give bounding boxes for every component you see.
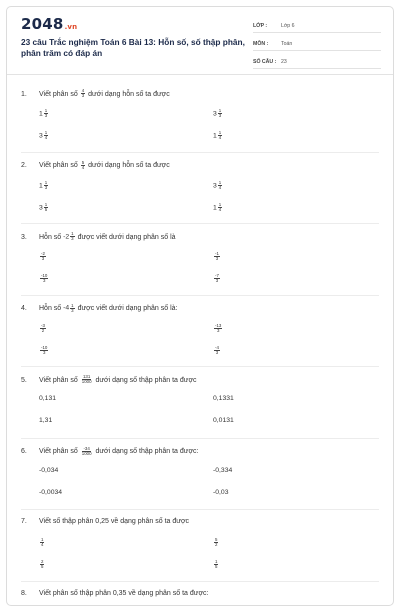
whole-part: 1 (39, 110, 43, 117)
answer-option[interactable] (213, 181, 223, 191)
page-header (7, 7, 393, 73)
question-number: 3. (21, 234, 39, 241)
answer-option[interactable] (213, 324, 223, 334)
denominator: 3 (42, 279, 46, 283)
numerator: -13 (214, 324, 222, 329)
denominator: 3 (41, 257, 45, 261)
text-segment: 0,131 (39, 395, 56, 402)
denominator: 3 (44, 114, 48, 118)
question-text (39, 234, 176, 241)
question-item (21, 510, 379, 582)
text-segment: -0,03 (213, 489, 229, 496)
denominator: 3 (215, 257, 219, 261)
fraction (44, 203, 48, 213)
denominator: 5 (44, 208, 48, 212)
question-text (39, 448, 198, 455)
whole-part: -4 (63, 305, 69, 312)
question-number: 5. (21, 377, 39, 384)
denominator: 3 (215, 351, 219, 355)
whole-part: 3 (39, 132, 43, 139)
quiz-meta (253, 19, 381, 73)
answer-option[interactable] (213, 131, 223, 141)
numerator: 1 (44, 181, 48, 186)
answer-option[interactable] (213, 109, 223, 119)
denominator: 3 (216, 329, 220, 333)
text-segment: Viết phân số (39, 162, 80, 169)
numerator: 5 (81, 161, 85, 166)
numerator: 1 (70, 232, 74, 237)
question-item (21, 296, 379, 368)
denominator: 3 (44, 186, 48, 190)
answer-option[interactable] (213, 417, 234, 424)
fraction (81, 375, 93, 385)
quiz-page (6, 6, 394, 606)
text-segment: Hỗn số (39, 234, 63, 241)
question-stem (21, 89, 170, 99)
question-text (39, 162, 170, 169)
text-segment: được viết dưới dạng phân số là: (76, 305, 178, 312)
header-divider (7, 74, 393, 75)
numerator: 1 (44, 131, 48, 136)
denominator: 3 (218, 114, 222, 118)
question-text (39, 518, 189, 525)
question-text (39, 590, 209, 597)
denominator: 2 (41, 329, 45, 333)
answer-option[interactable] (39, 109, 49, 119)
numerator: -10 (40, 346, 48, 351)
text-segment: Hỗn số (39, 305, 63, 312)
numerator: 131 (82, 375, 91, 380)
answer-option[interactable] (213, 467, 232, 474)
answer-option[interactable] (213, 395, 234, 402)
fraction (218, 109, 222, 119)
denominator: 1000 (81, 380, 93, 384)
whole-part: 1 (39, 182, 43, 189)
fraction (44, 109, 48, 119)
answer-option[interactable] (39, 274, 49, 284)
meta-key: MÔN : (253, 41, 281, 47)
fraction (70, 304, 74, 314)
question-number: 1. (21, 91, 39, 98)
question-stem (21, 518, 189, 525)
numerator: -4 (214, 346, 220, 351)
question-stem (21, 375, 197, 385)
denominator: 4 (40, 543, 44, 547)
question-text (39, 377, 197, 384)
question-stem (21, 232, 176, 242)
answer-option[interactable] (213, 560, 219, 570)
denominator: 5 (40, 565, 44, 569)
question-number: 4. (21, 305, 39, 312)
numerator: 1 (218, 109, 222, 114)
text-segment: -0,334 (213, 467, 232, 474)
text-segment: Viết số thập phân 0,25 về dạng phân số ta được (39, 518, 189, 525)
whole-part: 3 (213, 110, 217, 117)
answer-option[interactable] (213, 274, 221, 284)
fraction (218, 181, 222, 191)
fraction (214, 252, 220, 262)
denominator: 5 (214, 565, 218, 569)
whole-part: 1 (213, 204, 217, 211)
text-segment: dưới dạng số thập phân ta được: (94, 448, 199, 455)
numerator: -34 (82, 447, 90, 452)
question-text (39, 91, 170, 98)
denominator: 1000 (81, 452, 93, 456)
whole-part: 1 (213, 132, 217, 139)
denominator: 4 (218, 186, 222, 190)
fraction (81, 161, 85, 171)
denominator: 3 (215, 279, 219, 283)
answer-option[interactable] (39, 467, 58, 474)
question-item (21, 224, 379, 296)
fraction (44, 181, 48, 191)
meta-row-count (253, 55, 381, 69)
fraction (81, 89, 85, 99)
numerator: 1 (218, 203, 222, 208)
text-segment: -0,034 (39, 467, 58, 474)
fraction (214, 324, 222, 334)
answer-option[interactable] (39, 560, 45, 570)
question-item (21, 81, 379, 153)
logo-text: 2048 (21, 15, 64, 33)
text-segment: 1,31 (39, 417, 52, 424)
fraction (44, 131, 48, 141)
meta-key: LỚP : (253, 23, 281, 29)
text-segment: Viết phân số thập phân 0,35 về dạng phân số ta được: (39, 590, 209, 597)
question-item (21, 367, 379, 439)
answer-option[interactable] (39, 252, 47, 262)
text-segment: 0,0131 (213, 417, 234, 424)
fraction (214, 346, 220, 356)
numerator: 1 (214, 560, 218, 565)
meta-row-grade (253, 19, 381, 33)
question-item (21, 439, 379, 511)
numerator: -10 (40, 274, 48, 279)
numerator: 4 (81, 89, 85, 94)
denominator: 3 (70, 309, 74, 313)
text-segment: dưới dạng số thập phân ta được (94, 377, 197, 384)
text-segment: -0,0034 (39, 489, 62, 496)
fraction (70, 232, 74, 242)
text-segment: Viết phân số (39, 91, 80, 98)
text-segment: Viết phân số (39, 448, 80, 455)
numerator: 5 (214, 538, 218, 543)
fraction (40, 324, 46, 334)
whole-part: -2 (63, 233, 69, 240)
fraction (40, 560, 44, 570)
numerator: 1 (218, 181, 222, 186)
fraction (40, 252, 46, 262)
fraction (214, 274, 220, 284)
question-stem (21, 304, 177, 314)
whole-part: 3 (213, 182, 217, 189)
numerator: 1 (44, 203, 48, 208)
question-stem (21, 447, 198, 457)
denominator: 2 (214, 543, 218, 547)
denominator: 4 (218, 208, 222, 212)
denominator: 3 (70, 237, 74, 241)
page-title: 23 câu Trắc nghiệm Toán 6 Bài 13: Hỗn số, số thập phân, phân trăm có đáp án (21, 37, 249, 58)
denominator: 4 (81, 166, 85, 170)
text-segment: Viết phân số (39, 377, 80, 384)
question-item (21, 582, 379, 606)
meta-value: Toán (281, 41, 292, 47)
text-segment: dưới dạng hỗn số ta được (86, 162, 170, 169)
numerator: 1 (44, 109, 48, 114)
numerator: 1 (70, 304, 74, 309)
fraction (214, 560, 218, 570)
answer-option[interactable] (213, 203, 223, 213)
denominator: 3 (81, 94, 85, 98)
question-number: 8. (21, 590, 39, 597)
answer-option[interactable] (39, 538, 45, 548)
answer-option[interactable] (39, 489, 62, 496)
text-segment: dưới dạng hỗn số ta được (86, 91, 170, 98)
fraction (40, 538, 44, 548)
whole-part: 3 (39, 204, 43, 211)
text-segment: 0,1331 (213, 395, 234, 402)
question-item (21, 153, 379, 225)
numerator: 1 (218, 131, 222, 136)
fraction (81, 447, 93, 457)
answer-option[interactable] (213, 489, 229, 496)
answer-option[interactable] (39, 131, 49, 141)
answer-option[interactable] (39, 346, 49, 356)
denominator: 4 (218, 136, 222, 140)
numerator: 2 (40, 560, 44, 565)
question-number: 6. (21, 448, 39, 455)
answer-option[interactable] (39, 395, 56, 402)
numerator: -3 (40, 324, 46, 329)
answer-option[interactable] (213, 346, 221, 356)
denominator: 3 (42, 351, 46, 355)
fraction (214, 538, 218, 548)
meta-row-subject (253, 37, 381, 51)
fraction (40, 274, 48, 284)
question-text (39, 305, 177, 312)
denominator: 4 (44, 136, 48, 140)
answer-option[interactable] (39, 324, 47, 334)
fraction (218, 203, 222, 213)
numerator: -7 (214, 274, 220, 279)
answer-option[interactable] (213, 538, 219, 548)
question-number: 7. (21, 518, 39, 525)
question-stem (21, 161, 170, 171)
question-stem (21, 590, 209, 597)
answer-option[interactable] (213, 252, 221, 262)
logo-suffix: .vn (65, 23, 78, 31)
meta-value: Lớp 6 (281, 23, 295, 29)
question-number: 2. (21, 162, 39, 169)
meta-key: SỐ CÂU : (253, 59, 281, 65)
text-segment: được viết dưới dạng phân số là (76, 234, 176, 241)
answer-option[interactable] (39, 417, 52, 424)
fraction (40, 346, 48, 356)
answer-option[interactable] (39, 181, 49, 191)
numerator: -1 (214, 252, 220, 257)
meta-value: 23 (281, 59, 287, 65)
fraction (218, 131, 222, 141)
numerator: 1 (40, 538, 44, 543)
answer-option[interactable] (39, 203, 49, 213)
question-list (21, 81, 379, 606)
numerator: -2 (40, 252, 46, 257)
